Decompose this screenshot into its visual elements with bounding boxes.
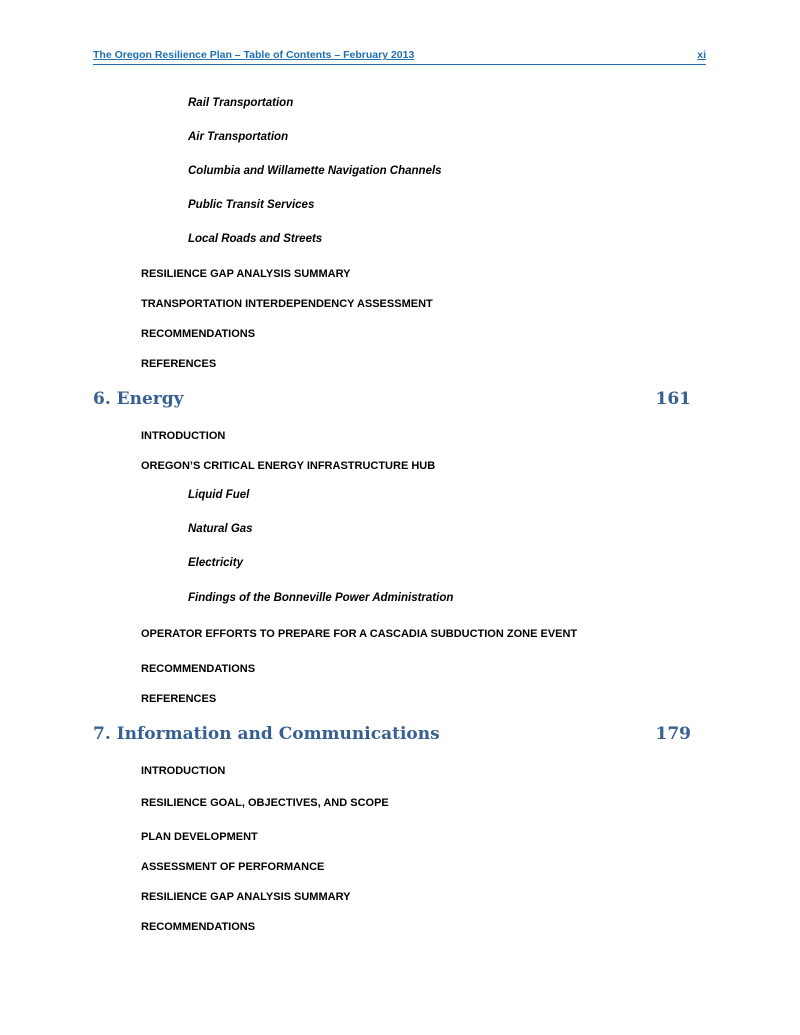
- toc-subsection-bpa-findings[interactable]: Findings of the Bonneville Power Administration: [188, 592, 454, 604]
- toc-section-introduction[interactable]: INTRODUCTION: [141, 430, 226, 442]
- toc-section-references[interactable]: REFERENCES: [141, 693, 217, 705]
- toc-section-assessment-performance[interactable]: ASSESSMENT OF PERFORMANCE: [141, 861, 325, 873]
- toc-section-gap-analysis[interactable]: RESILIENCE GAP ANALYSIS SUMMARY: [141, 268, 351, 280]
- toc-subsection-local-roads[interactable]: Local Roads and Streets: [188, 233, 323, 245]
- toc-subsection-natural-gas[interactable]: Natural Gas: [188, 523, 253, 535]
- chapter-title: 7. Information and Communications: [93, 724, 440, 744]
- toc-section-recommendations[interactable]: RECOMMENDATIONS: [141, 921, 256, 933]
- header-title: The Oregon Resilience Plan – Table of Contents – February 2013: [93, 49, 415, 61]
- toc-subsection-navigation-channels[interactable]: Columbia and Willamette Navigation Channels: [188, 165, 442, 177]
- toc-section-interdependency[interactable]: TRANSPORTATION INTERDEPENDENCY ASSESSMENT: [141, 298, 433, 310]
- toc-section-gap-analysis[interactable]: RESILIENCE GAP ANALYSIS SUMMARY: [141, 891, 351, 903]
- toc-chapter-energy[interactable]: [93, 389, 691, 413]
- toc-section-recommendations[interactable]: RECOMMENDATIONS: [141, 663, 256, 675]
- chapter-page-number: 161: [655, 389, 691, 409]
- chapter-title: 6. Energy: [93, 389, 184, 409]
- header-page-number: xi: [697, 49, 706, 61]
- toc-subsection-liquid-fuel[interactable]: Liquid Fuel: [188, 489, 250, 501]
- toc-subsection-electricity[interactable]: Electricity: [188, 557, 243, 569]
- toc-section-references[interactable]: REFERENCES: [141, 358, 217, 370]
- toc-section-plan-development[interactable]: PLAN DEVELOPMENT: [141, 831, 258, 843]
- toc-section-goal-objectives-scope[interactable]: RESILIENCE GOAL, OBJECTIVES, AND SCOPE: [141, 797, 389, 809]
- toc-chapter-information-communications[interactable]: [93, 724, 691, 748]
- toc-subsection-air-transportation[interactable]: Air Transportation: [188, 131, 289, 143]
- toc-section-energy-hub[interactable]: OREGON’S CRITICAL ENERGY INFRASTRUCTURE HUB: [141, 460, 436, 472]
- running-header: [93, 48, 706, 65]
- toc-subsection-public-transit[interactable]: Public Transit Services: [188, 199, 315, 211]
- toc-section-recommendations[interactable]: RECOMMENDATIONS: [141, 328, 256, 340]
- toc-subsection-rail-transportation[interactable]: Rail Transportation: [188, 97, 294, 109]
- chapter-page-number: 179: [655, 724, 691, 744]
- toc-section-operator-efforts[interactable]: OPERATOR EFFORTS TO PREPARE FOR A CASCADIA SUBDUCTION ZONE EVENT: [141, 628, 578, 640]
- toc-section-introduction[interactable]: INTRODUCTION: [141, 765, 226, 777]
